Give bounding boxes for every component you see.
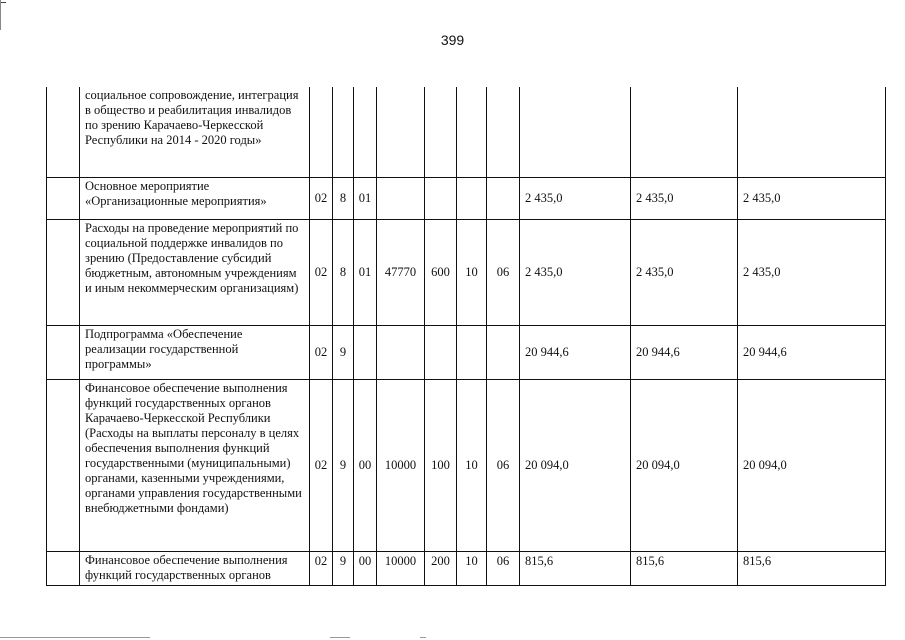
- row-number-cell: [47, 219, 80, 325]
- amount-cell-3: 2 435,0: [738, 219, 886, 325]
- section-cell: [457, 177, 487, 219]
- amount-cell-1: [520, 87, 631, 177]
- program-code-cell: [310, 87, 333, 177]
- expense-type-cell: 600: [425, 219, 457, 325]
- expense-type-cell: [425, 325, 457, 379]
- subprogram-code-cell: 9: [333, 325, 354, 379]
- amount-cell-1: 20 944,6: [520, 325, 631, 379]
- subprogram-code-cell: 9: [333, 379, 354, 551]
- subprogram-code-cell: 8: [333, 219, 354, 325]
- section-cell: 10: [457, 379, 487, 551]
- subsection-cell: 06: [487, 219, 520, 325]
- table-row: [47, 177, 886, 219]
- program-code-cell: 02: [310, 177, 333, 219]
- main-event-code-cell: [354, 325, 377, 379]
- direction-code-cell: 10000: [377, 551, 425, 585]
- row-number-cell: [47, 325, 80, 379]
- subprogram-code-cell: [333, 87, 354, 177]
- main-event-code-cell: 01: [354, 177, 377, 219]
- subsection-cell: 06: [487, 379, 520, 551]
- scan-edge-mark: [0, 0, 1, 30]
- direction-code-cell: 10000: [377, 379, 425, 551]
- program-code-cell: 02: [310, 551, 333, 585]
- amount-cell-3: 815,6: [738, 551, 886, 585]
- subprogram-code-cell: 9: [333, 551, 354, 585]
- description-cell: социальное сопровождение, интеграция в общество и реабилитация инвалидов по зрению Карачаево-Черкесской Республики на 2014 - 2020 годы»: [80, 87, 310, 177]
- expense-type-cell: [425, 87, 457, 177]
- scan-bottom-line: [330, 637, 350, 638]
- expense-type-cell: [425, 177, 457, 219]
- subsection-cell: [487, 177, 520, 219]
- description-cell: Подпрограмма «Обеспечение реализации государственной программы»: [80, 325, 310, 379]
- program-code-cell: 02: [310, 219, 333, 325]
- amount-cell-2: 20 944,6: [631, 325, 738, 379]
- amount-cell-3: 20 094,0: [738, 379, 886, 551]
- row-number-cell: [47, 551, 80, 585]
- page-number: 399: [440, 32, 465, 48]
- row-number-cell: [47, 379, 80, 551]
- amount-cell-1: 2 435,0: [520, 219, 631, 325]
- expense-type-cell: 200: [425, 551, 457, 585]
- amount-cell-2: 20 094,0: [631, 379, 738, 551]
- expense-type-cell: 100: [425, 379, 457, 551]
- description-cell: Основное мероприятие «Организационные мероприятия»: [80, 177, 310, 219]
- section-cell: 10: [457, 551, 487, 585]
- subprogram-code-cell: 8: [333, 177, 354, 219]
- program-code-cell: 02: [310, 325, 333, 379]
- row-number-cell: [47, 177, 80, 219]
- subsection-cell: 06: [487, 551, 520, 585]
- amount-cell-3: 20 944,6: [738, 325, 886, 379]
- main-event-code-cell: 01: [354, 219, 377, 325]
- amount-cell-3: 2 435,0: [738, 177, 886, 219]
- main-event-code-cell: 00: [354, 379, 377, 551]
- direction-code-cell: 47770: [377, 219, 425, 325]
- description-cell: Финансовое обеспечение выполнения функций государственных органов Карачаево-Черкесской Республики (Расходы на выплаты персоналу в целях обеспечения выполнения функций государственными (муниципальными) органами, казенными учреждениями, органами управления государственными внебюджетными фондами): [80, 379, 310, 551]
- scan-bottom-line: [0, 637, 150, 638]
- amount-cell-2: 2 435,0: [631, 177, 738, 219]
- description-cell: Финансовое обеспечение выполнения функций государственных органов: [80, 551, 310, 585]
- section-cell: [457, 87, 487, 177]
- table-row: [47, 87, 886, 177]
- table-row: [47, 551, 886, 585]
- table-row: [47, 219, 886, 325]
- amount-cell-2: [631, 87, 738, 177]
- section-cell: [457, 325, 487, 379]
- program-code-cell: 02: [310, 379, 333, 551]
- section-cell: 10: [457, 219, 487, 325]
- row-number-cell: [47, 87, 80, 177]
- amount-cell-1: 2 435,0: [520, 177, 631, 219]
- direction-code-cell: [377, 87, 425, 177]
- table-row: [47, 325, 886, 379]
- description-cell: Расходы на проведение мероприятий по социальной поддержке инвалидов по зрению (Предоставление субсидий бюджетным, автономным учреждениям и иным некоммерческим организациям): [80, 219, 310, 325]
- amount-cell-1: 20 094,0: [520, 379, 631, 551]
- subsection-cell: [487, 87, 520, 177]
- table-row: [47, 379, 886, 551]
- amount-cell-2: 815,6: [631, 551, 738, 585]
- budget-table: [46, 87, 886, 586]
- amount-cell-1: 815,6: [520, 551, 631, 585]
- amount-cell-2: 2 435,0: [631, 219, 738, 325]
- main-event-code-cell: 00: [354, 551, 377, 585]
- scan-bottom-line: [420, 637, 426, 638]
- main-event-code-cell: [354, 87, 377, 177]
- amount-cell-3: [738, 87, 886, 177]
- subsection-cell: [487, 325, 520, 379]
- direction-code-cell: [377, 325, 425, 379]
- direction-code-cell: [377, 177, 425, 219]
